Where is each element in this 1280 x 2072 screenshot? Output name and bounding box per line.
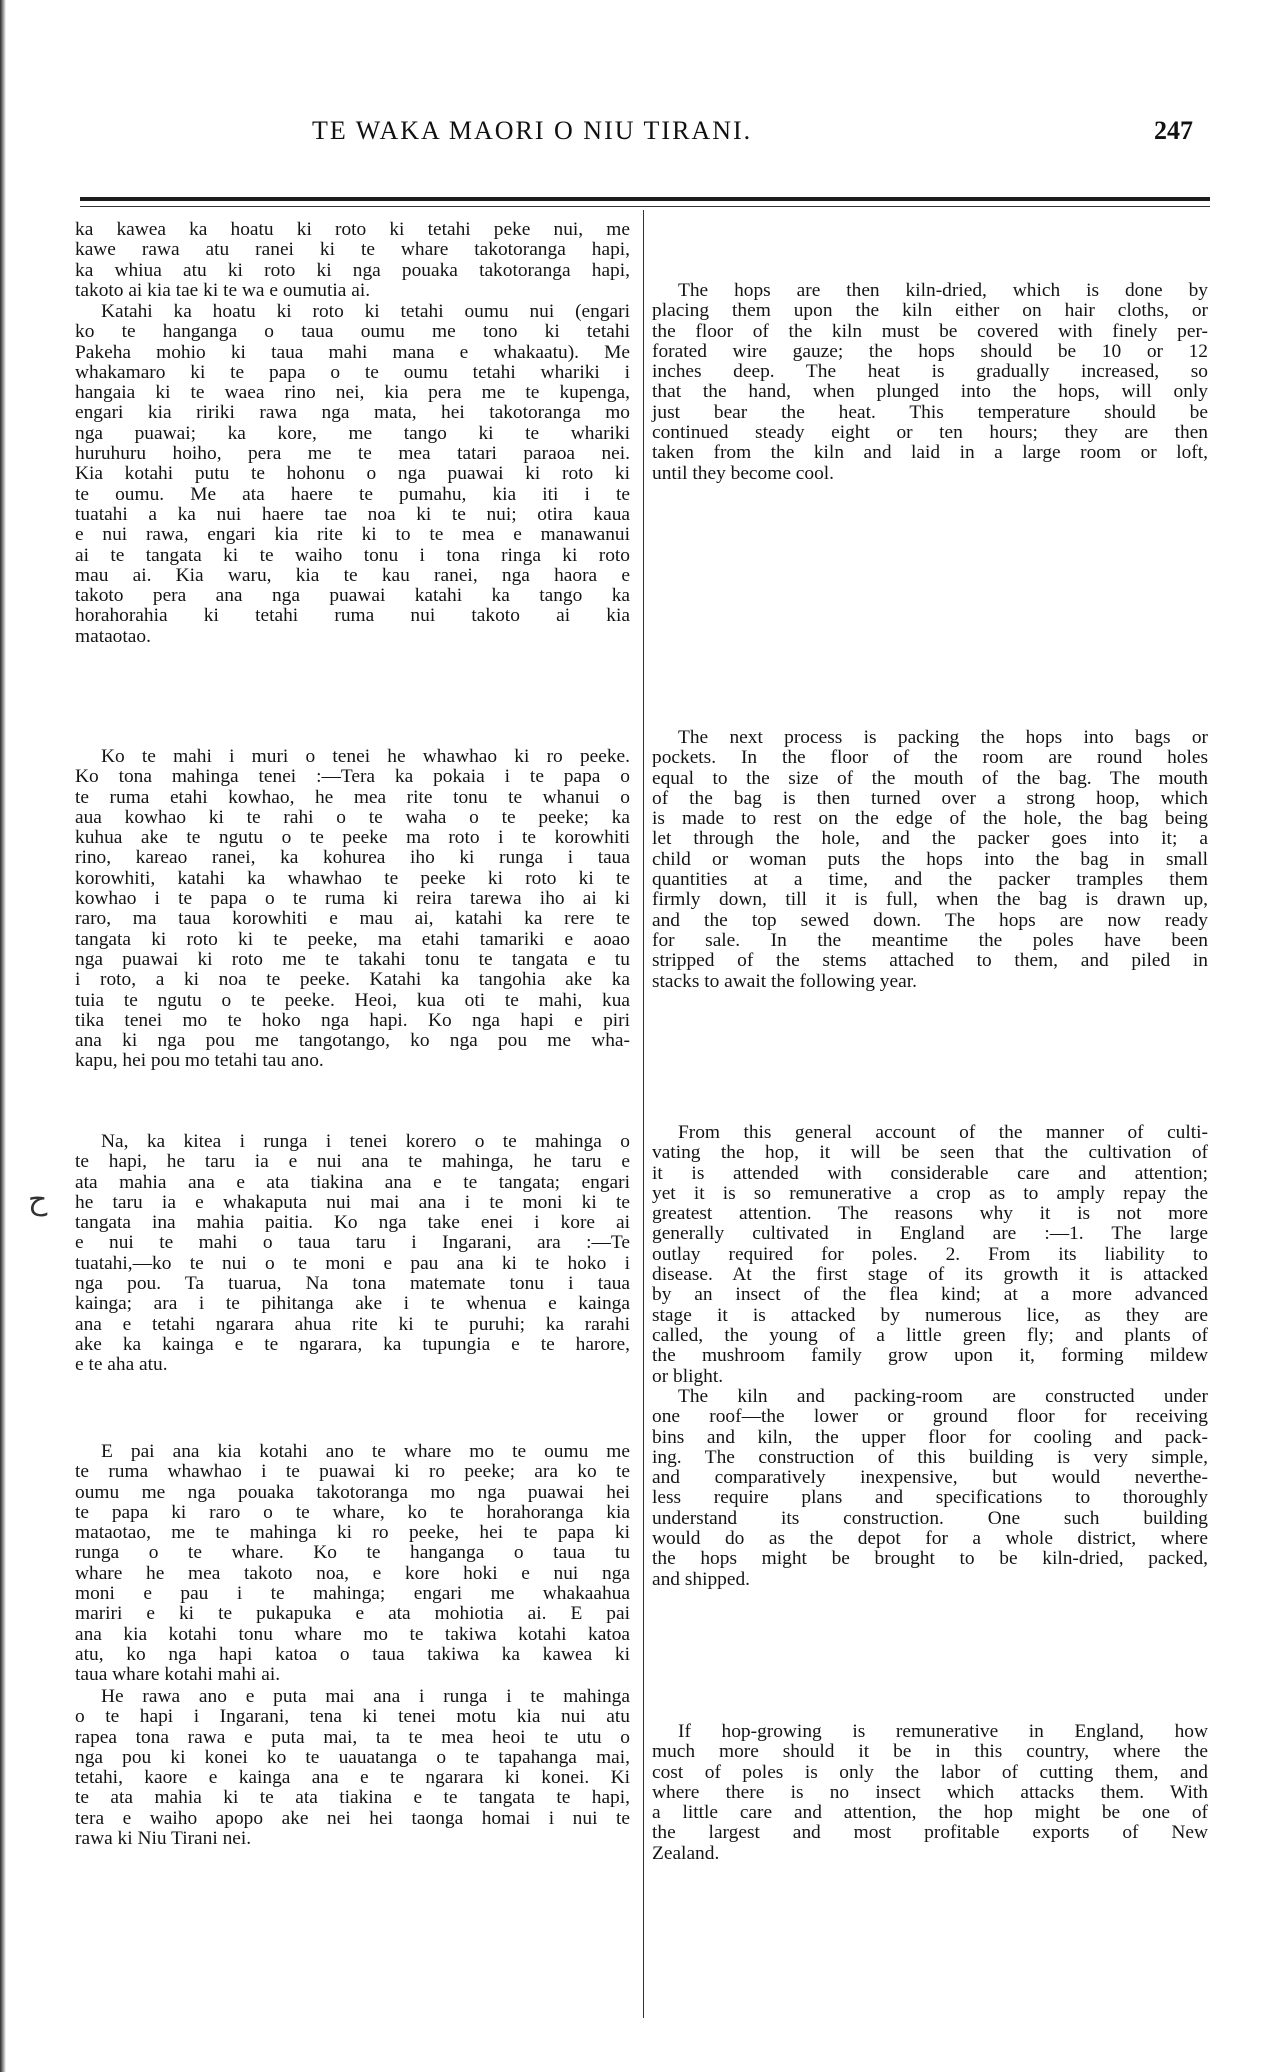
text-line: stripped of the stems attached to them, and piled in xyxy=(652,950,1208,972)
text-line: If hop-growing is remunerative in England, how xyxy=(678,1721,1208,1742)
text-line: tuatahi,—ko te nui o te moni e pau ana ki te hoko i xyxy=(75,1252,630,1274)
text-line: kainga; ara i te pihitanga ake i te whenua e kainga xyxy=(75,1293,630,1315)
text-line: engari kia ririki rawa nga mata, hei takotoranga mo xyxy=(75,402,630,424)
text-line: a little care and attention, the hop might be one of xyxy=(652,1802,1208,1824)
text-line: e nui rawa, engari kia rite ki to te mea e manawanui xyxy=(75,524,630,546)
text-line: it is attended with considerable care and attention; xyxy=(652,1162,1208,1184)
text-line: nga puawai; ka kore, me tango ki te whariki xyxy=(75,422,630,444)
text-line: let through the hole, and the packer goes into it; a xyxy=(652,828,1208,850)
text-line: taken from the kiln and laid in a large room or loft, xyxy=(652,442,1208,464)
right-paragraph xyxy=(652,1123,1208,1387)
text-line: cost of poles is only the labor of cutting them, and xyxy=(652,1761,1208,1783)
text-line: Pakeha mohio ki taua mahi mana e whakaatu). Me xyxy=(75,341,630,363)
text-line: and shipped. xyxy=(652,1568,751,1590)
text-line: huruhuru hoiho, pera me te mea tatari paraoa nei. xyxy=(75,443,630,465)
margin-annotation: ح xyxy=(28,1182,48,1217)
text-line: te oumu. Me ata haere te pumahu, kia iti i te xyxy=(75,483,630,505)
text-line: tera e waiho apopo ake nei hei taonga homai i nui te xyxy=(75,1807,630,1829)
text-line: Na, ka kitea i runga i tenei korero o te mahinga o xyxy=(101,1131,630,1152)
text-line: e nui te mahi o taua taru i Ingarani, ara :—Te xyxy=(75,1232,630,1254)
text-line: disease. At the first stage of its growth it is attacked xyxy=(652,1264,1208,1286)
text-line: stacks to await the following year. xyxy=(652,970,917,992)
text-line: yet it is so remunerative a crop as to amply repay the xyxy=(652,1182,1208,1204)
column-divider xyxy=(643,210,644,2018)
text-line: until they become cool. xyxy=(652,462,835,484)
text-line: kuhua ake te ngutu o te peeke ma roto i te korowhiti xyxy=(75,827,630,849)
text-line: Ko te mahi i muri o tenei he whawhao ki ro peeke. xyxy=(101,746,630,767)
text-line: te papa ki raro o te whare, ko te horahoranga kia xyxy=(75,1501,630,1523)
text-line: kowhao i te papa o te ruma ki reira tarewa iho ai ki xyxy=(75,888,630,910)
text-line: hangaia ki te waea rino nei, kia pera me te kupenga, xyxy=(75,382,630,404)
text-line: Katahi ka hoatu ki roto ki tetahi oumu nui (engari xyxy=(101,301,630,322)
left-paragraph xyxy=(75,1687,630,1849)
text-line: whare he mea takoto noa, e kore hoki e nui nga xyxy=(75,1562,630,1584)
right-paragraph xyxy=(652,728,1208,992)
text-line: ana ki nga pou me tangotango, ko nga pou me wha- xyxy=(75,1030,630,1052)
text-line: placing them upon the kiln either on hair cloths, or xyxy=(652,300,1208,322)
text-line: The hops are then kiln-dried, which is done by xyxy=(678,280,1208,301)
text-line: and the top sewed down. The hops are now ready xyxy=(652,909,1208,931)
text-line: quantities at a time, and the packer tramples them xyxy=(652,869,1208,891)
text-line: whakamaro ki te papa o te oumu tetahi whariki i xyxy=(75,361,630,383)
text-line: rapea tona rawa e puta mai, ta te mea heoi te utu o xyxy=(75,1726,630,1748)
text-line: e te aha atu. xyxy=(75,1354,168,1376)
text-line: equal to the size of the mouth of the bag. The mouth xyxy=(652,767,1208,789)
text-line: raro, ma taua korowhiti e mau ai, katahi ka rere te xyxy=(75,908,630,930)
text-line: the mushroom family grow upon it, forming mildew xyxy=(652,1345,1208,1367)
text-line: taua whare kotahi mahi ai. xyxy=(75,1664,281,1686)
text-line: Kia kotahi putu te hohonu o nga puawai ki roto ki xyxy=(75,463,630,485)
right-paragraph xyxy=(652,1722,1208,1864)
text-line: atu, ko nga hapi katoa o taua takiwa ka kawea ki xyxy=(75,1643,630,1665)
text-line: korowhiti, katahi ka whawhao te peeke ki roto ki te xyxy=(75,867,630,889)
text-line: would do as the depot for a whole district, where xyxy=(652,1528,1208,1550)
left-paragraph xyxy=(75,747,630,1072)
text-line: E pai ana kia kotahi ano te whare mo te oumu me xyxy=(101,1441,630,1462)
text-line: tuia te ngutu o te peeke. Heoi, kua oti te mahi, kua xyxy=(75,989,630,1011)
text-line: ko te hanganga o taua oumu me tono ki tetahi xyxy=(75,321,630,343)
page-header xyxy=(0,112,1280,152)
text-line: of the bag is then turned over a strong hoop, which xyxy=(652,787,1208,809)
text-line: much more should it be in this country, where the xyxy=(652,1741,1208,1763)
text-line: bins and kiln, the upper floor for cooling and pack- xyxy=(652,1426,1208,1448)
text-line: ai te tangata ki te waiho tonu i tona ringa ki roto xyxy=(75,544,630,566)
header-rule-thin xyxy=(80,206,1210,207)
text-line: child or woman puts the hops into the bag in small xyxy=(652,848,1208,870)
text-line: is made to rest on the edge of the hole, the bag being xyxy=(652,808,1208,830)
text-line: understand its construction. One such building xyxy=(652,1507,1208,1529)
left-paragraph xyxy=(75,1132,630,1376)
left-paragraph xyxy=(75,302,630,647)
text-line: firmly down, till it is full, when the bag is drawn up, xyxy=(652,889,1208,911)
text-line: horahorahia ki tetahi ruma nui takoto ai kia xyxy=(75,605,630,627)
text-line: greatest attention. The reasons why it is not more xyxy=(652,1203,1208,1225)
text-line: ana e tetahi ngarara ahua rite ki te puruhi; ka rarahi xyxy=(75,1313,630,1335)
text-line: i roto, a ki noa te peeke. Katahi ka tangohia ake ka xyxy=(75,969,630,991)
text-line: ata mahia ana e ata tiakina ana e te tangata; engari xyxy=(75,1171,630,1193)
page-scan-edge xyxy=(0,0,6,2072)
text-line: vating the hop, it will be seen that the cultivation of xyxy=(652,1142,1208,1164)
text-line: where there is no insect which attacks them. With xyxy=(652,1781,1208,1803)
left-paragraph xyxy=(75,220,630,301)
text-line: outlay required for poles. 2. From its liability to xyxy=(652,1243,1208,1265)
text-line: tangata ki roto ki te peeke, ma etahi tamariki e aoao xyxy=(75,928,630,950)
text-line: ka whiua atu ki roto ki nga pouaka takotoranga hapi, xyxy=(75,259,630,281)
newspaper-title: TE WAKA MAORI O NIU TIRANI. xyxy=(312,116,753,145)
text-line: by an insect of the flea kind; at a more advanced xyxy=(652,1284,1208,1306)
text-line: the largest and most profitable exports of New xyxy=(652,1822,1208,1844)
text-line: takoto ai kia tae ki te wa e oumutia ai. xyxy=(75,279,371,301)
text-line: The next process is packing the hops into bags or xyxy=(678,727,1208,748)
text-line: the floor of the kiln must be covered with finely per- xyxy=(652,320,1208,342)
right-paragraph xyxy=(652,281,1208,484)
text-line: continued steady eight or ten hours; they are then xyxy=(652,422,1208,444)
text-line: the hops might be brought to be kiln-dried, packed, xyxy=(652,1548,1208,1570)
text-line: te hapi, he taru ia e nui ana te mahinga, he taru e xyxy=(75,1151,630,1173)
text-line: Ko tona mahinga tenei :—Tera ka pokaia i te papa o xyxy=(75,766,630,788)
header-rule-thick xyxy=(80,197,1210,201)
text-line: kawe rawa atu ranei ki te whare takotoranga hapi, xyxy=(75,239,630,261)
text-line: takoto pera ana nga puawai katahi ka tango ka xyxy=(75,585,630,607)
text-line: Zealand. xyxy=(652,1842,720,1864)
text-line: rawa ki Niu Tirani nei. xyxy=(75,1828,252,1850)
text-line: nga pou. Ta tuarua, Na tona matemate tonu i taua xyxy=(75,1273,630,1295)
text-line: inches deep. The heat is gradually increased, so xyxy=(652,361,1208,383)
text-line: forated wire gauze; the hops should be 10 or 12 xyxy=(652,340,1208,362)
text-line: called, the young of a little green fly; and plants of xyxy=(652,1324,1208,1346)
text-line: stage it is attacked by numerous lice, as they are xyxy=(652,1304,1208,1326)
text-line: te ruma etahi kowhao, he mea rite tonu te whanui o xyxy=(75,786,630,808)
text-line: tika tenei mo te hoko nga hapi. Ko nga hapi e piri xyxy=(75,1009,630,1031)
text-line: mariri e ki te pukapuka e ata mohiotia ai. E pai xyxy=(75,1603,630,1625)
text-line: one roof—the lower or ground floor for receiving xyxy=(652,1406,1208,1428)
text-line: ka kawea ka hoatu ki roto ki tetahi peke nui, me xyxy=(75,219,630,240)
text-line: ake ka kainga e te ngarara, ka tupungia e te harore, xyxy=(75,1333,630,1355)
text-line: rino, kareao ranei, ka kohurea iho ki runga i taua xyxy=(75,847,630,869)
text-line: less require plans and specifications to thoroughly xyxy=(652,1487,1208,1509)
text-line: tuatahi a ka nui haere tae noa ki te nui; otira kaua xyxy=(75,503,630,525)
text-line: He rawa ano e puta mai ana i runga i te mahinga xyxy=(101,1686,630,1707)
text-line: generally cultivated in England are :—1. The large xyxy=(652,1223,1208,1245)
text-line: just bear the heat. This temperature should be xyxy=(652,401,1208,423)
text-line: te ata mahia ki te ata tiakina e te tangata te hapi, xyxy=(75,1787,630,1809)
left-paragraph xyxy=(75,1442,630,1686)
right-paragraph xyxy=(652,1387,1208,1590)
text-line: or blight. xyxy=(652,1365,724,1387)
text-line: and comparatively inexpensive, but would neverthe- xyxy=(652,1467,1208,1489)
page-number: 247 xyxy=(1154,116,1193,145)
text-line: for sale. In the meantime the poles have been xyxy=(652,929,1208,951)
text-line: nga pou ki konei ko te uauatanga o te tapahanga mai, xyxy=(75,1746,630,1768)
text-line: ing. The construction of this building is very simple, xyxy=(652,1446,1208,1468)
text-line: ana kia kotahi tonu whare mo te takiwa kotahi katoa xyxy=(75,1623,630,1645)
text-line: kapu, hei pou mo tetahi tau ano. xyxy=(75,1050,324,1072)
text-line: te ruma whawhao i te puawai ki ro peeke; ara ko te xyxy=(75,1461,630,1483)
text-line: runga o te whare. Ko te hanganga o taua tu xyxy=(75,1542,630,1564)
text-line: that the hand, when plunged into the hops, will only xyxy=(652,381,1208,403)
text-line: pockets. In the floor of the room are round holes xyxy=(652,747,1208,769)
text-line: aua kowhao ki te rahi o te waha o te peeke; ka xyxy=(75,806,630,828)
text-line: mataotao. xyxy=(75,625,151,647)
text-line: mataotao, me te mahinga ki ro peeke, hei te papa ki xyxy=(75,1522,630,1544)
text-line: oumu me nga pouaka takotoranga mo nga puawai hei xyxy=(75,1481,630,1503)
text-line: mau ai. Kia waru, kia te kau ranei, nga haora e xyxy=(75,564,630,586)
text-line: tangata ina mahia paitia. Ko nga take enei i kore ai xyxy=(75,1212,630,1234)
text-line: o te hapi i Ingarani, tena ki tenei motu kia nui atu xyxy=(75,1706,630,1728)
text-line: The kiln and packing-room are constructed under xyxy=(678,1386,1208,1407)
text-line: nga puawai ki roto me te takahi tonu te tangata e tu xyxy=(75,948,630,970)
text-line: tetahi, kaore e kainga ana e te ngarara ki konei. Ki xyxy=(75,1767,630,1789)
text-line: he taru ia e whakaputa nui mai ana i te moni ki te xyxy=(75,1191,630,1213)
text-line: From this general account of the manner of culti- xyxy=(678,1122,1208,1143)
text-line: moni e pau i te mahinga; engari me whakaahua xyxy=(75,1583,630,1605)
